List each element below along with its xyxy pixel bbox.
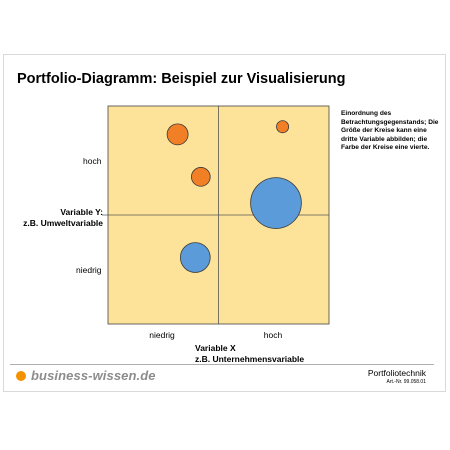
y-axis-label: [23, 207, 103, 229]
point-5-blue: [180, 243, 210, 273]
explanation-note: Einordnung des Betrachtungsgegenstands; Die Größe der Kreise kann eine dritte Variable abbilden; die Farbe der Kreise eine vierte.: [341, 110, 439, 152]
x-axis-label: [195, 343, 304, 365]
x-tick-hoch: hoch: [263, 330, 283, 340]
x-tick-niedrig: niedrig: [149, 330, 175, 340]
y-tick-niedrig: niedrig: [76, 264, 102, 275]
point-3-orange: [191, 167, 210, 186]
point-4-blue: [251, 178, 302, 229]
x-axis-label-line1: Variable X: [195, 343, 236, 353]
footer-divider: [10, 364, 434, 365]
brand-dot-icon: [16, 371, 26, 381]
brand-logo[interactable]: [16, 368, 156, 383]
y-axis-label-line2: z.B. Umweltvariable: [23, 218, 103, 228]
footer-category: Portfoliotechnik: [367, 368, 426, 378]
y-tick-hoch: hoch: [83, 155, 102, 166]
footer-article-number: Art.-Nr. 99.058.01: [386, 379, 426, 385]
point-2-orange: [277, 121, 289, 133]
page-title: Portfolio-Diagramm: Beispiel zur Visualisierung: [17, 71, 346, 87]
brand-name: business-wissen.de: [31, 368, 156, 383]
x-axis-label-line2: z.B. Unternehmensvariable: [195, 354, 305, 364]
y-axis-label-line1: Variable Y:: [60, 207, 103, 217]
point-1-orange: [167, 124, 188, 145]
